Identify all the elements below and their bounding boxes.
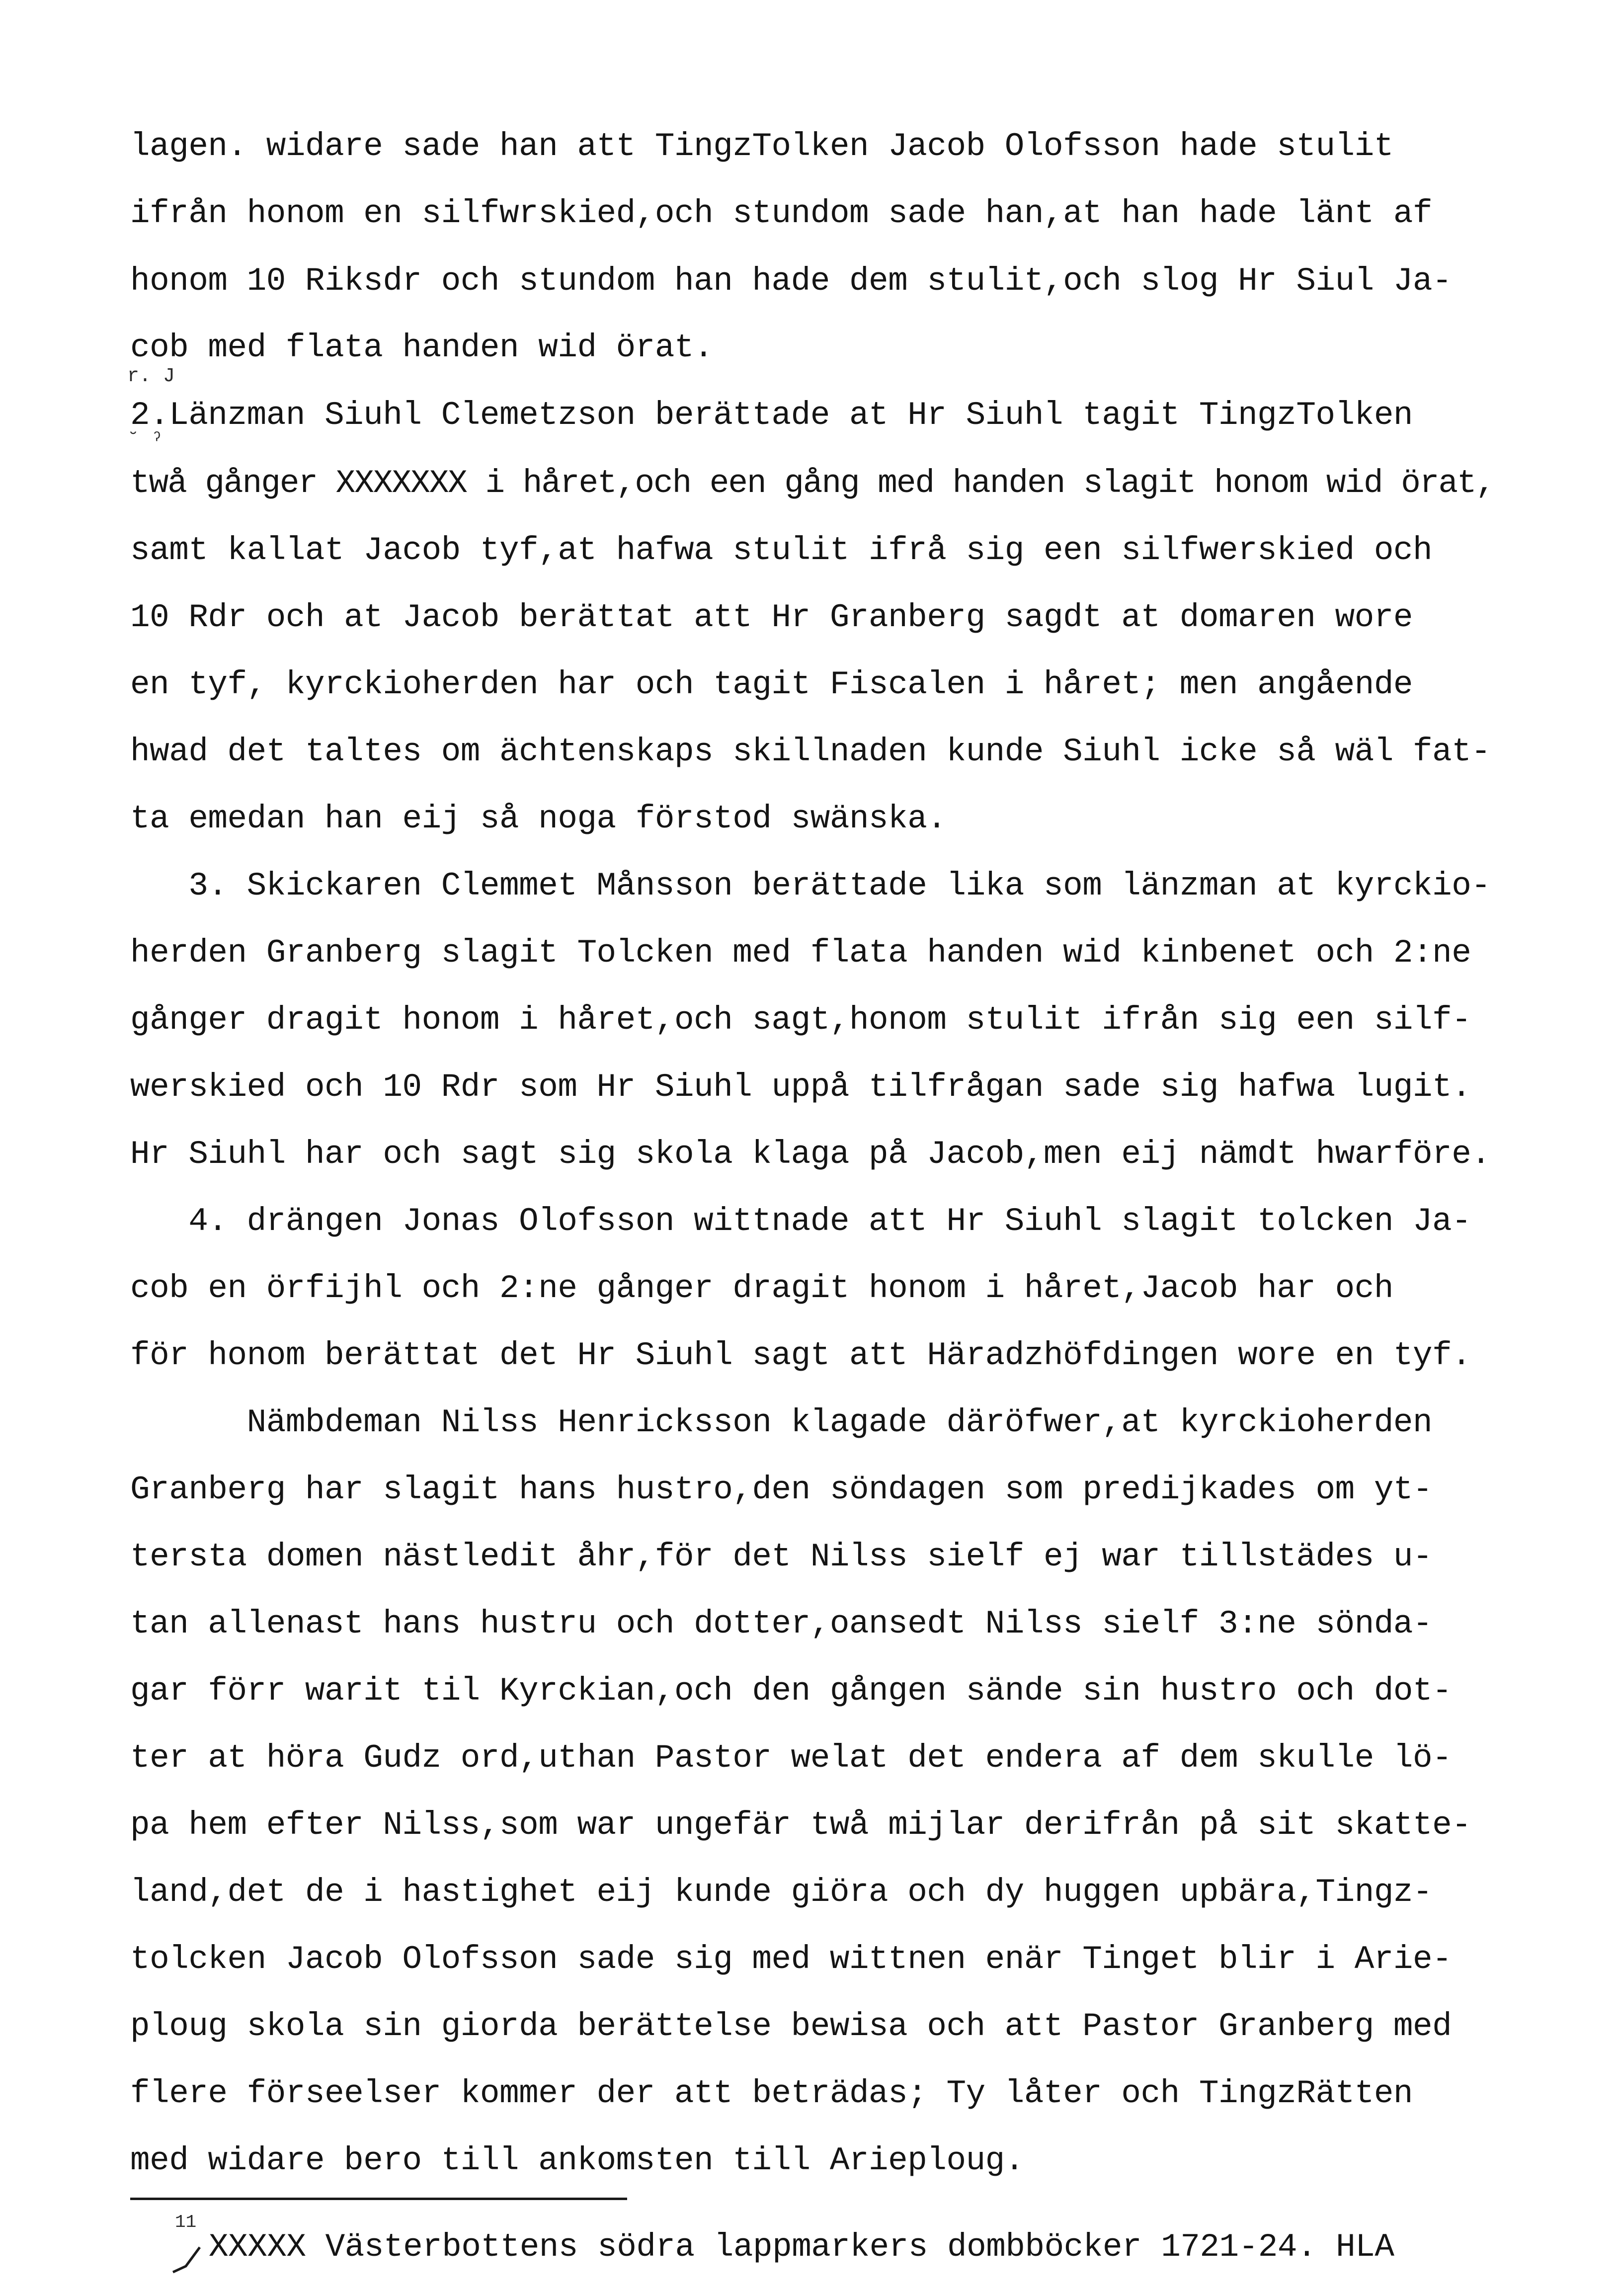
text-line: land,det de i hastighet eij kunde giöra och dy huggen upbära,Tingz- bbox=[130, 1874, 1433, 1911]
text-line: ifrån honom en silfwrskied,och stundom sade han,at han hade länt af bbox=[130, 195, 1433, 232]
footnote-slash-icon bbox=[169, 2232, 204, 2277]
text-line: tersta domen nästledit åhr,för det Nilss sielf ej war tillstädes u- bbox=[130, 1538, 1433, 1575]
text-line: med widare bero till ankomsten till Arieploug. bbox=[130, 2142, 1024, 2179]
text-line: gar förr warit til Kyrckian,och den gången sände sin hustro och dot- bbox=[130, 1672, 1452, 1710]
text-line: honom 10 Riksdr och stundom han hade dem stulit,och slog Hr Siul Ja- bbox=[130, 262, 1452, 300]
text-line: twå gånger XXXXXXX i håret,och een gång med handen slagit honom wid örat, bbox=[130, 465, 1495, 502]
text-line: gånger dragit honom i håret,och sagt,honom stulit ifrån sig een silf- bbox=[130, 1001, 1471, 1039]
text-line: tolcken Jacob Olofsson sade sig med wittnen enär Tinget blir i Arie- bbox=[130, 1941, 1452, 1978]
text-line: 3. Skickaren Clemmet Månsson berättade lika som länzman at kyrckio- bbox=[130, 867, 1491, 904]
text-line: flere förseelser kommer der att beträdas; Ty låter och TingzRätten bbox=[130, 2075, 1413, 2112]
text-line: hwad det taltes om ächtenskaps skillnaden kunde Siuhl icke så wäl fat- bbox=[130, 733, 1491, 770]
text-line: 2.Länzman Siuhl Clemetzson berättade at Hr Siuhl tagit TingzTolken bbox=[130, 397, 1413, 434]
text-line: samt kallat Jacob tyf,at hafwa stulit ifrå sig een silfwerskied och bbox=[130, 532, 1433, 569]
text-line: cob en örfijhl och 2:ne gånger dragit honom i håret,Jacob har och bbox=[130, 1270, 1393, 1307]
text-line: Nämbdeman Nilss Henricksson klagade däröfwer,at kyrckioherden bbox=[130, 1404, 1433, 1441]
text-line: 10 Rdr och at Jacob berättat att Hr Granberg sagdt at domaren wore bbox=[130, 599, 1413, 636]
text-line: ter at höra Gudz ord,uthan Pastor welat det endera af dem skulle lö- bbox=[130, 1739, 1452, 1777]
text-line: för honom berättat det Hr Siuhl sagt att Häradzhöfdingen wore en tyf. bbox=[130, 1337, 1471, 1374]
text-line: en tyf, kyrckioherden har och tagit Fiscalen i håret; men angående bbox=[130, 666, 1413, 703]
footnote-rule bbox=[130, 2198, 627, 2200]
text-line: Granberg har slagit hans hustro,den söndagen som predijkades om yt- bbox=[130, 1471, 1433, 1508]
text-line: cob med flata handen wid örat. bbox=[130, 329, 714, 366]
text-line: Hr Siuhl har och sagt sig skola klaga på Jacob,men eij nämdt hwarföre. bbox=[130, 1136, 1491, 1173]
text-line: ploug skola sin giorda berättelse bewisa och att Pastor Granberg med bbox=[130, 2008, 1452, 2045]
margin-mark: ˘ ˀ bbox=[127, 430, 163, 452]
footnote-marker: 11 bbox=[175, 2212, 197, 2232]
text-line: herden Granberg slagit Tolcken med flata handen wid kinbenet och 2:ne bbox=[130, 934, 1471, 972]
text-line: 4. drängen Jonas Olofsson wittnade att Hr Siuhl slagit tolcken Ja- bbox=[130, 1203, 1471, 1240]
text-line: tan allenast hans hustru och dotter,oansedt Nilss sielf 3:ne sönda- bbox=[130, 1605, 1433, 1642]
footnote-text: XXXXX Västerbottens södra lappmarkers dombböcker 1721-24. HLA bbox=[209, 2228, 1394, 2266]
text-line: pa hem efter Nilss,som war ungefär twå mijlar derifrån på sit skatte- bbox=[130, 1806, 1471, 1844]
margin-mark: r. J bbox=[127, 365, 175, 388]
text-line: lagen. widare sade han att TingzTolken Jacob Olofsson hade stulit bbox=[130, 128, 1393, 165]
text-line: ta emedan han eij så noga förstod swänska. bbox=[130, 800, 947, 837]
text-line: werskied och 10 Rdr som Hr Siuhl uppå tilfrågan sade sig hafwa lugit. bbox=[130, 1068, 1471, 1106]
